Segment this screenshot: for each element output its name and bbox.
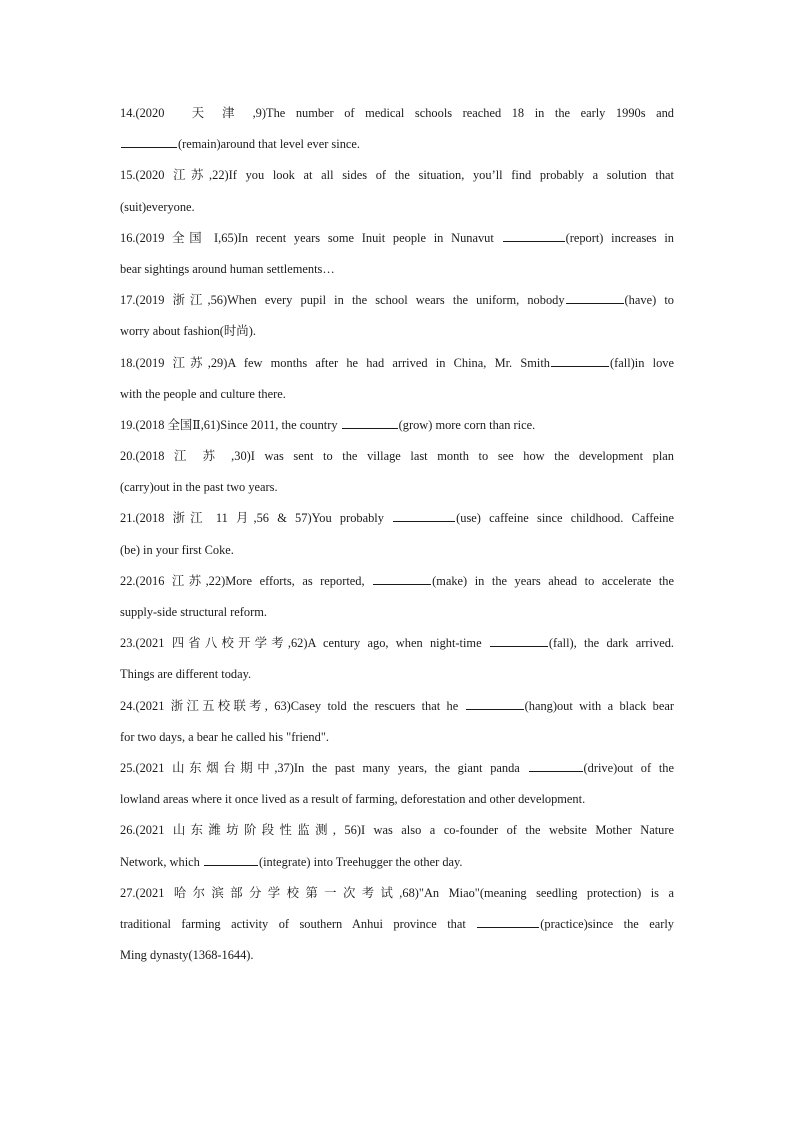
question-line (120, 659, 674, 690)
line-text: lowland areas where it once lived as a result of farming, deforestation and other development. (120, 792, 586, 807)
line-text: (fall), the dark arrived. (548, 636, 674, 651)
line-text: 23.(2021 四省八校开学考,62)A century ago, when night-time (120, 636, 489, 651)
question-line (120, 722, 674, 753)
line-text: 20.(2018 江 苏 ,30)I was sent to the village last month to see how the development plan (120, 449, 674, 464)
question-line (120, 535, 674, 566)
question-line (120, 503, 674, 534)
question-15 (120, 160, 674, 222)
question-line (120, 940, 674, 971)
line-text: 14.(2020 天 津 ,9)The number of medical schools reached 18 in the early 1990s and (120, 106, 674, 120)
question-line (120, 847, 674, 878)
question-line (120, 160, 674, 191)
question-line (120, 441, 674, 472)
question-27 (120, 878, 674, 972)
question-line (120, 878, 674, 909)
line-text: 27.(2021 哈尔滨部分学校第一次考试,68)"An Miao"(meaning seedling protection) is a (120, 885, 674, 900)
line-text: 15.(2020 江苏,22)If you look at all sides of the situation, you’ll find probably a solution that (120, 168, 674, 183)
question-line (120, 815, 674, 846)
question-14 (120, 98, 674, 160)
answer-blank[interactable] (121, 135, 177, 148)
line-text: with the people and culture there. (120, 386, 286, 401)
line-text: Things are different today. (120, 667, 252, 682)
question-line (120, 379, 674, 410)
line-text: bear sightings around human settlements… (120, 261, 335, 276)
line-text: 18.(2019 江苏,29)A few months after he had arrived in China, Mr. Smith (120, 355, 550, 370)
answer-blank[interactable] (490, 634, 548, 647)
answer-blank[interactable] (204, 853, 258, 866)
line-text: 21.(2018 浙江 11 月,56 & 57)You probably (120, 511, 393, 526)
line-text: (drive)out of the (583, 760, 674, 775)
question-25 (120, 753, 674, 815)
answer-blank[interactable] (529, 759, 583, 772)
question-line (120, 223, 674, 254)
answer-blank[interactable] (342, 416, 398, 429)
question-22 (120, 566, 674, 628)
line-text: (have) to (624, 293, 674, 308)
exercise-page (120, 98, 674, 971)
answer-blank[interactable] (477, 915, 539, 928)
question-26 (120, 815, 674, 877)
line-text: (integrate) into Treehugger the other day. (258, 854, 463, 869)
question-19 (120, 410, 674, 441)
line-text: (report) increases in (565, 230, 674, 245)
question-line (120, 909, 674, 940)
line-text: 26.(2021 山东潍坊阶段性监测, 56)I was also a co-founder of the website Mother Nature (120, 823, 674, 838)
answer-blank[interactable] (393, 509, 455, 522)
line-text: for two days, a bear he called his "friend". (120, 729, 329, 744)
line-text: 22.(2016 江苏,22)More efforts, as reported, (120, 573, 373, 588)
question-line (120, 192, 674, 223)
question-23 (120, 628, 674, 690)
question-line (120, 129, 674, 160)
question-line (120, 254, 674, 285)
line-text: Ming dynasty(1368-1644). (120, 948, 254, 963)
line-text: supply-side structural reform. (120, 605, 267, 619)
question-line (120, 472, 674, 503)
answer-blank[interactable] (466, 697, 524, 710)
line-text: 17.(2019 浙江,56)When every pupil in the school wears the uniform, nobody (120, 293, 565, 308)
question-24 (120, 691, 674, 753)
question-18 (120, 348, 674, 410)
line-text: (use) caffeine since childhood. Caffeine (456, 511, 674, 526)
line-text: (carry)out in the past two years. (120, 480, 278, 495)
question-line (120, 285, 674, 316)
question-line (120, 597, 674, 628)
line-text: (suit)everyone. (120, 199, 195, 214)
line-text: (grow) more corn than rice. (398, 417, 536, 432)
question-line (120, 691, 674, 722)
line-text: (remain)around that level ever since. (178, 137, 360, 152)
line-text: (fall)in love (610, 355, 674, 370)
line-text: 16.(2019 全国 I,65)In recent years some Inuit people in Nunavut (120, 230, 502, 245)
question-line (120, 410, 674, 441)
answer-blank[interactable] (503, 229, 565, 242)
line-text: Network, which (120, 854, 203, 869)
question-line (120, 316, 674, 347)
line-text: (hang)out with a black bear (524, 698, 674, 713)
line-text: traditional farming activity of southern Anhui province that (120, 916, 477, 931)
answer-blank[interactable] (566, 291, 624, 304)
question-line (120, 348, 674, 379)
question-line (120, 753, 674, 784)
question-line (120, 628, 674, 659)
answer-blank[interactable] (551, 354, 609, 367)
line-text: worry about fashion(时尚). (120, 324, 256, 339)
question-16 (120, 223, 674, 285)
answer-blank[interactable] (373, 572, 431, 585)
line-text: (practice)since the early (540, 916, 674, 931)
question-20 (120, 441, 674, 503)
line-text: (be) in your first Coke. (120, 542, 234, 557)
line-text: 19.(2018 全国Ⅱ,61)Since 2011, the country (120, 417, 341, 432)
line-text: 25.(2021 山东烟台期中,37)In the past many years, the giant panda (120, 760, 528, 775)
question-21 (120, 503, 674, 565)
line-text: (make) in the years ahead to accelerate the (432, 573, 675, 588)
question-line (120, 566, 674, 597)
question-line (120, 98, 674, 129)
question-17 (120, 285, 674, 347)
question-line (120, 784, 674, 815)
line-text: 24.(2021 浙江五校联考, 63)Casey told the rescuers that he (120, 698, 465, 713)
